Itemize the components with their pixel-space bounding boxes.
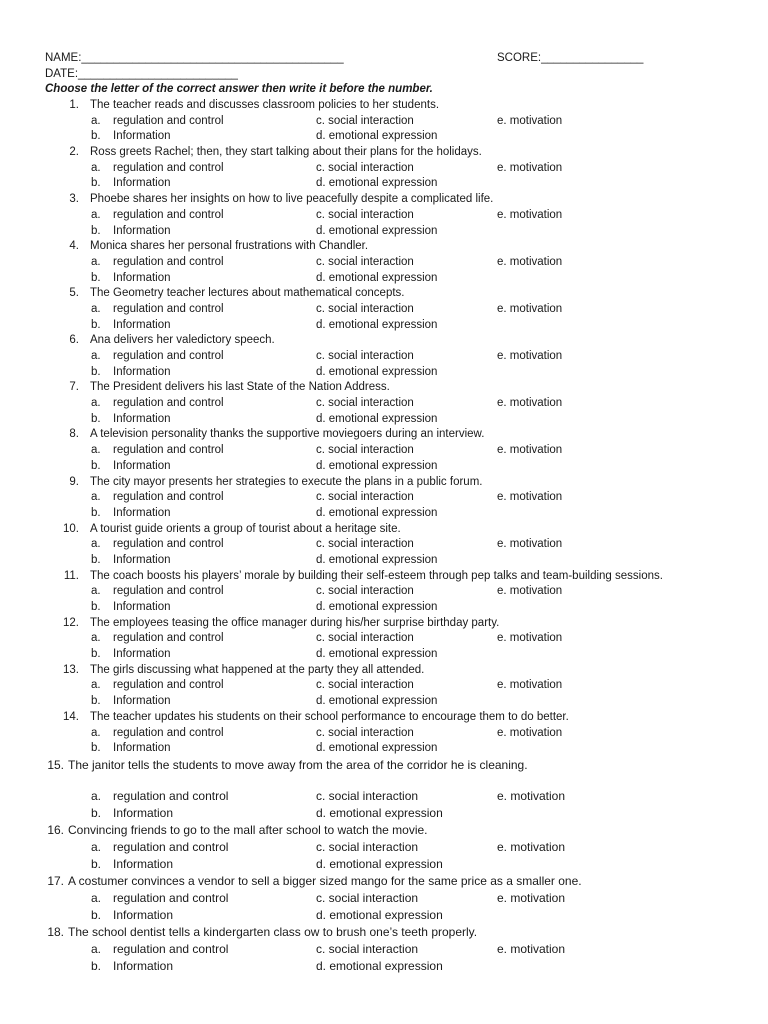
option-d: d. emotional expression: [316, 318, 438, 331]
question-text: The girls discussing what happened at the party they all attended.: [90, 663, 425, 676]
option-d: d. emotional expression: [316, 805, 443, 820]
option-letter-b: b.: [91, 553, 101, 566]
option-e: e. motivation: [497, 255, 563, 268]
options-row: [0, 129, 768, 145]
question-item: [0, 522, 768, 569]
option-b: Information: [113, 412, 171, 425]
question-number: 8.: [69, 428, 79, 441]
option-b: Information: [113, 742, 171, 755]
question-text: The school dentist tells a kindergarten class ow to brush one’s teeth properly.: [68, 924, 478, 939]
question-item: [0, 239, 768, 286]
question-text: The Geometry teacher lectures about mathematical concepts.: [90, 287, 405, 300]
question-stem: [0, 663, 768, 679]
options-row: [0, 349, 768, 365]
option-a: regulation and control: [113, 114, 224, 127]
option-d: d. emotional expression: [316, 365, 438, 378]
option-letter-a: a.: [91, 161, 101, 174]
option-b: Information: [113, 506, 171, 519]
question-stem: [0, 98, 768, 114]
question-text: The teacher updates his students on their school performance to encourage them to do better.: [90, 710, 569, 723]
options-row: [0, 647, 768, 663]
options-row: [0, 907, 768, 924]
question-item: [0, 333, 768, 380]
option-a: regulation and control: [113, 941, 229, 956]
question-list: [0, 98, 768, 975]
option-b: Information: [113, 958, 174, 973]
option-a: regulation and control: [113, 788, 229, 803]
option-b: Information: [113, 130, 171, 143]
option-d: d. emotional expression: [316, 177, 438, 190]
option-d: d. emotional expression: [316, 742, 438, 755]
option-c: c. social interaction: [316, 726, 414, 739]
option-b: Information: [113, 907, 174, 922]
option-b: Information: [113, 856, 174, 871]
option-letter-b: b.: [91, 365, 101, 378]
option-d: d. emotional expression: [316, 856, 443, 871]
option-letter-b: b.: [91, 224, 101, 237]
options-row: [0, 553, 768, 569]
options-row: [0, 302, 768, 318]
option-c: c. social interaction: [316, 890, 419, 905]
option-letter-a: a.: [91, 350, 101, 362]
question-stem: [0, 873, 768, 890]
question-text: Monica shares her personal frustrations with Chandler.: [90, 240, 369, 253]
options-row: [0, 839, 768, 856]
option-c: c. social interaction: [316, 491, 414, 504]
option-letter-a: a.: [91, 679, 101, 692]
options-row: [0, 396, 768, 412]
option-a: regulation and control: [113, 679, 224, 692]
option-e: e. motivation: [497, 538, 563, 551]
option-d: d. emotional expression: [316, 601, 438, 613]
options-row: [0, 412, 768, 428]
option-d: d. emotional expression: [316, 412, 438, 425]
option-a: regulation and control: [113, 632, 224, 645]
option-letter-a: a.: [91, 255, 101, 268]
option-c: c. social interaction: [316, 788, 419, 803]
options-row: [0, 443, 768, 459]
option-letter-b: b.: [91, 318, 101, 331]
option-letter-b: b.: [91, 506, 101, 519]
question-number: 2.: [69, 146, 79, 159]
question-stem: [0, 145, 768, 161]
option-b: Information: [113, 695, 171, 708]
question-number: 10.: [63, 522, 79, 535]
option-letter-a: a.: [91, 632, 101, 645]
option-letter-a: a.: [91, 114, 101, 127]
question-item: [0, 616, 768, 663]
question-number: 1.: [69, 99, 79, 111]
option-e: e. motivation: [497, 726, 563, 739]
option-e: e. motivation: [497, 839, 566, 854]
question-number: 9.: [69, 475, 79, 488]
question-number: 4.: [69, 240, 79, 253]
options-row: [0, 114, 768, 130]
option-d: d. emotional expression: [316, 907, 443, 922]
option-e: e. motivation: [497, 397, 563, 410]
option-a: regulation and control: [113, 890, 229, 905]
option-d: d. emotional expression: [316, 506, 438, 519]
question-stem: [0, 475, 768, 491]
question-stem: [0, 286, 768, 302]
option-b: Information: [113, 271, 171, 284]
option-a: regulation and control: [113, 350, 224, 362]
option-letter-a: a.: [91, 491, 101, 504]
option-e: e. motivation: [497, 679, 563, 692]
options-row: [0, 741, 768, 757]
option-c: c. social interaction: [316, 208, 414, 221]
option-a: regulation and control: [113, 208, 224, 221]
question-number: 16.: [47, 822, 64, 837]
option-a: regulation and control: [113, 585, 224, 598]
question-text: The coach boosts his players’ morale by building their self-esteem through pep talks and team-building sessions.: [90, 569, 663, 582]
option-letter-a: a.: [91, 890, 102, 905]
option-a: regulation and control: [113, 726, 224, 739]
question-item: [0, 710, 768, 757]
question-number: 18.: [47, 924, 64, 939]
option-letter-b: b.: [91, 856, 102, 871]
option-c: c. social interaction: [316, 302, 414, 315]
option-a: regulation and control: [113, 444, 224, 457]
option-e: e. motivation: [497, 302, 563, 315]
option-c: c. social interaction: [316, 632, 414, 645]
question-text: Ross greets Rachel; then, they start talking about their plans for the holidays.: [90, 146, 482, 159]
option-e: e. motivation: [497, 114, 563, 127]
question-stem: [0, 710, 768, 726]
question-item: [0, 757, 768, 822]
option-a: regulation and control: [113, 255, 224, 268]
question-number: 5.: [69, 287, 79, 300]
option-c: c. social interaction: [316, 350, 414, 362]
option-letter-b: b.: [91, 805, 102, 820]
options-row: [0, 365, 768, 381]
option-e: e. motivation: [497, 788, 566, 803]
option-letter-a: a.: [91, 839, 102, 854]
option-b: Information: [113, 224, 171, 237]
question-number: 7.: [69, 381, 79, 394]
option-c: c. social interaction: [316, 114, 414, 127]
option-b: Information: [113, 177, 171, 190]
option-e: e. motivation: [497, 890, 566, 905]
option-b: Information: [113, 459, 171, 472]
question-text: The employees teasing the office manager during his/her surprise birthday party.: [90, 616, 500, 629]
options-row: [0, 208, 768, 224]
question-stem: [0, 239, 768, 255]
option-c: c. social interaction: [316, 538, 414, 551]
options-row: [0, 600, 768, 616]
question-item: [0, 98, 768, 145]
option-b: Information: [113, 805, 174, 820]
option-letter-b: b.: [91, 459, 101, 472]
option-e: e. motivation: [497, 632, 563, 645]
option-e: e. motivation: [497, 491, 563, 504]
options-row: [0, 537, 768, 553]
option-d: d. emotional expression: [316, 130, 438, 143]
options-row: [0, 584, 768, 600]
option-c: c. social interaction: [316, 161, 414, 174]
options-row: [0, 788, 768, 805]
score-field[interactable]: SCORE:________________: [497, 52, 644, 64]
question-text: Ana delivers her valedictory speech.: [90, 334, 275, 347]
question-stem: [0, 924, 768, 941]
question-item: [0, 822, 768, 873]
name-field[interactable]: NAME:_________________________________________: [45, 52, 344, 64]
options-row: [0, 318, 768, 334]
question-stem: [0, 192, 768, 208]
option-e: e. motivation: [497, 161, 563, 174]
question-number: 11.: [63, 569, 79, 582]
question-stem: [0, 380, 768, 396]
option-d: d. emotional expression: [316, 695, 438, 708]
option-e: e. motivation: [497, 444, 563, 457]
option-c: c. social interaction: [316, 679, 414, 692]
question-text: Phoebe shares her insights on how to live peacefully despite a complicated life.: [90, 193, 494, 206]
option-letter-b: b.: [91, 177, 101, 190]
question-number: 12.: [63, 616, 79, 629]
question-stem: [0, 616, 768, 632]
question-number: 6.: [69, 334, 79, 347]
options-row: [0, 271, 768, 287]
options-row: [0, 805, 768, 822]
question-number: 14.: [63, 710, 79, 723]
question-text: A costumer convinces a vendor to sell a bigger sized mango for the same price as a smaller one.: [68, 873, 582, 888]
option-letter-a: a.: [91, 941, 102, 956]
option-letter-a: a.: [91, 444, 101, 457]
question-text: A television personality thanks the supportive moviegoers during an interview.: [90, 428, 485, 441]
question-item: [0, 663, 768, 710]
options-row: [0, 255, 768, 271]
options-row: [0, 856, 768, 873]
option-d: d. emotional expression: [316, 224, 438, 237]
options-row: [0, 161, 768, 177]
options-row: [0, 176, 768, 192]
option-letter-b: b.: [91, 958, 102, 973]
question-text: Convincing friends to go to the mall after school to watch the movie.: [68, 822, 428, 837]
option-letter-b: b.: [91, 601, 101, 613]
option-e: e. motivation: [497, 585, 563, 598]
option-b: Information: [113, 648, 171, 661]
option-e: e. motivation: [497, 941, 566, 956]
options-row: [0, 890, 768, 907]
option-letter-a: a.: [91, 397, 101, 410]
options-row: [0, 694, 768, 710]
options-row: [0, 631, 768, 647]
question-stem: [0, 427, 768, 443]
option-b: Information: [113, 318, 171, 331]
option-letter-b: b.: [91, 648, 101, 661]
option-letter-b: b.: [91, 271, 101, 284]
question-text: The janitor tells the students to move away from the area of the corridor he is cleaning.: [68, 757, 528, 772]
option-letter-b: b.: [91, 130, 101, 143]
question-number: 3.: [69, 193, 79, 206]
options-row: [0, 958, 768, 975]
option-letter-a: a.: [91, 538, 101, 551]
option-b: Information: [113, 601, 171, 613]
option-letter-a: a.: [91, 208, 101, 221]
option-a: regulation and control: [113, 839, 229, 854]
option-e: e. motivation: [497, 350, 563, 362]
date-field[interactable]: DATE:_________________________: [45, 68, 238, 80]
question-item: [0, 380, 768, 427]
spacer: [0, 774, 768, 788]
option-a: regulation and control: [113, 161, 224, 174]
question-number: 17.: [47, 873, 64, 888]
option-a: regulation and control: [113, 491, 224, 504]
option-d: d. emotional expression: [316, 958, 443, 973]
option-letter-a: a.: [91, 585, 101, 598]
option-c: c. social interaction: [316, 839, 419, 854]
option-letter-b: b.: [91, 907, 102, 922]
option-c: c. social interaction: [316, 941, 419, 956]
options-row: [0, 224, 768, 240]
option-c: c. social interaction: [316, 397, 414, 410]
option-b: Information: [113, 553, 171, 566]
question-item: [0, 475, 768, 522]
option-c: c. social interaction: [316, 255, 414, 268]
option-d: d. emotional expression: [316, 553, 438, 566]
question-stem: [0, 757, 768, 774]
option-letter-b: b.: [91, 412, 101, 425]
question-text: A tourist guide orients a group of tourist about a heritage site.: [90, 522, 401, 535]
options-row: [0, 678, 768, 694]
option-b: Information: [113, 365, 171, 378]
question-item: [0, 873, 768, 924]
options-row: [0, 490, 768, 506]
option-letter-a: a.: [91, 302, 101, 315]
instructions: Choose the letter of the correct answer then write it before the number.: [45, 83, 433, 95]
option-letter-b: b.: [91, 742, 101, 755]
question-stem: [0, 822, 768, 839]
option-letter-a: a.: [91, 788, 102, 803]
option-a: regulation and control: [113, 538, 224, 551]
option-c: c. social interaction: [316, 444, 414, 457]
option-e: e. motivation: [497, 208, 563, 221]
option-d: d. emotional expression: [316, 271, 438, 284]
question-item: [0, 286, 768, 333]
option-d: d. emotional expression: [316, 648, 438, 661]
option-d: d. emotional expression: [316, 459, 438, 472]
question-item: [0, 192, 768, 239]
options-row: [0, 941, 768, 958]
question-stem: [0, 569, 768, 585]
options-row: [0, 459, 768, 475]
question-stem: [0, 522, 768, 538]
options-row: [0, 726, 768, 742]
question-item: [0, 569, 768, 616]
option-c: c. social interaction: [316, 585, 414, 598]
option-letter-b: b.: [91, 695, 101, 708]
question-text: The city mayor presents her strategies to execute the plans in a public forum.: [90, 475, 483, 488]
question-text: The teacher reads and discusses classroom policies to her students.: [90, 99, 440, 111]
options-row: [0, 506, 768, 522]
question-stem: [0, 333, 768, 349]
question-item: [0, 924, 768, 975]
question-item: [0, 427, 768, 474]
question-text: The President delivers his last State of the Nation Address.: [90, 381, 390, 394]
question-number: 15.: [47, 757, 64, 772]
question-item: [0, 145, 768, 192]
option-letter-a: a.: [91, 726, 101, 739]
option-a: regulation and control: [113, 302, 224, 315]
option-a: regulation and control: [113, 397, 224, 410]
question-number: 13.: [63, 663, 79, 676]
